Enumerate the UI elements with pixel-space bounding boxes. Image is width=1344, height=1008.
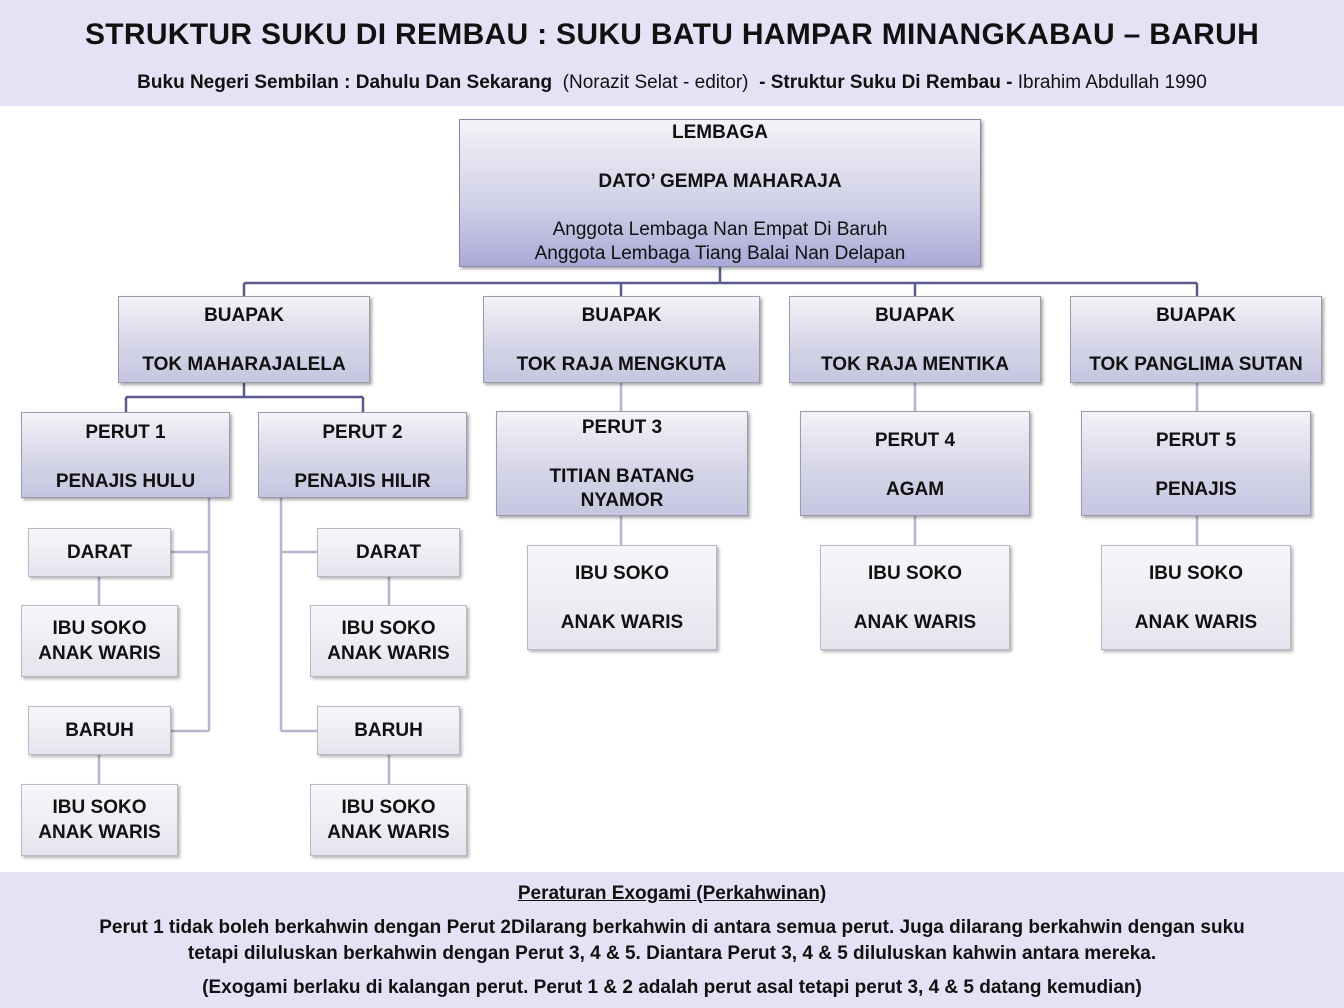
anak-waris-label: ANAK WARIS: [560, 611, 684, 633]
source-author: Ibrahim Abdullah 1990: [1017, 72, 1207, 93]
buapak-name: TOK RAJA MENTIKA: [821, 354, 1009, 375]
perut-box-5: [1081, 411, 1311, 516]
perut-name-line-1: TITIAN BATANG: [549, 466, 695, 487]
baruh-box-2: [317, 706, 460, 755]
ibu-soko-box-2a: [310, 605, 467, 677]
buapak-name: TOK PANGLIMA SUTAN: [1089, 354, 1303, 375]
ibu-soko-box-1a: [21, 605, 178, 677]
buapak-title: BUAPAK: [875, 305, 955, 326]
exogamy-rule-line-1: Perut 1 tidak boleh berkahwin dengan Perut 2Dilarang berkahwin di antara semua perut. Juga dilarang berkahwin dengan suku: [99, 917, 1245, 938]
perut-title: PERUT 3: [581, 417, 663, 438]
ibu-soko-box-1b: [21, 784, 178, 856]
source-citation: Buku Negeri Sembilan : Dahulu Dan Sekarang (Norazit Selat - editor) - Struktur Suku Di Rembau - Ibrahim Abdullah 1990: [137, 72, 1207, 93]
anak-waris-label: ANAK WARIS: [327, 643, 450, 664]
anak-waris-label: ANAK WARIS: [1134, 611, 1258, 633]
anak-waris-label: ANAK WARIS: [38, 643, 161, 664]
ibu-soko-label: IBU SOKO: [575, 562, 669, 584]
perut-title: PERUT 5: [1155, 430, 1237, 451]
source-editor: (Norazit Selat - editor): [562, 72, 749, 93]
buapak-title: BUAPAK: [581, 305, 662, 326]
buapak-box-3: [789, 296, 1041, 383]
buapak-box-2: [483, 296, 760, 383]
perut-title: PERUT 1: [85, 422, 166, 443]
ibu-soko-box-2b: [310, 784, 467, 856]
lembaga-line-1: Anggota Lembaga Nan Empat Di Baruh: [552, 219, 888, 240]
exogamy-rule-note: (Exogami berlaku di kalangan perut. Perut 1 & 2 adalah perut asal tetapi perut 3, 4 & 5 datang kemudian): [202, 977, 1142, 998]
perut-name: PENAJIS HILIR: [294, 471, 431, 492]
lembaga-name: DATO’ GEMPA MAHARAJA: [598, 170, 842, 192]
darat-box-1: [28, 528, 171, 577]
ibu-soko-box-4: [820, 545, 1010, 650]
perut-title: PERUT 4: [874, 430, 956, 451]
anak-waris-label: ANAK WARIS: [853, 611, 977, 633]
perut-name: AGAM: [885, 479, 945, 500]
perut-box-4: [800, 411, 1030, 516]
exogamy-rule-line-2: tetapi diluluskan berkahwin dengan Perut 3, 4 & 5. Diantara Perut 3, 4 & 5 diluluskan kahwin antara mereka.: [187, 943, 1157, 964]
source-chapter: Struktur Suku Di Rembau: [770, 72, 1001, 93]
perut-title: PERUT 2: [322, 422, 403, 443]
ibu-soko-label: IBU SOKO: [52, 618, 147, 639]
darat-box-2: [317, 528, 460, 577]
lembaga-line-2: Anggota Lembaga Tiang Balai Nan Delapan: [534, 243, 906, 264]
buapak-title: BUAPAK: [204, 305, 284, 326]
buapak-title: BUAPAK: [1156, 305, 1236, 326]
baruh-label: BARUH: [65, 720, 134, 741]
perut-name-line-2: NYAMOR: [580, 490, 664, 511]
baruh-box-1: [28, 706, 171, 755]
darat-label: DARAT: [355, 542, 422, 563]
ibu-soko-box-3: [527, 545, 717, 650]
perut-box-2: [258, 412, 467, 498]
darat-label: DARAT: [66, 542, 133, 563]
lembaga-title: LEMBAGA: [671, 122, 769, 143]
ibu-soko-label: IBU SOKO: [1149, 562, 1243, 584]
source-book: Buku Negeri Sembilan : Dahulu Dan Sekarang: [137, 72, 553, 93]
ibu-soko-label: IBU SOKO: [52, 797, 147, 818]
buapak-box-4: [1070, 296, 1322, 383]
perut-box-1: [21, 412, 230, 498]
ibu-soko-label: IBU SOKO: [341, 797, 436, 818]
page-title: STRUKTUR SUKU DI REMBAU : SUKU BATU HAMPAR MINANGKABAU – BARUH: [84, 18, 1260, 51]
ibu-soko-box-5: [1101, 545, 1291, 650]
ibu-soko-label: IBU SOKO: [341, 618, 436, 639]
lembaga-box: [459, 119, 981, 267]
perut-name: PENAJIS: [1155, 479, 1237, 500]
perut-name: PENAJIS HULU: [55, 471, 196, 492]
buapak-box-1: [118, 296, 370, 383]
anak-waris-label: ANAK WARIS: [38, 822, 161, 843]
anak-waris-label: ANAK WARIS: [327, 822, 450, 843]
exogamy-rules-title: Peraturan Exogami (Perkahwinan): [517, 883, 827, 904]
baruh-label: BARUH: [354, 720, 423, 741]
buapak-name: TOK MAHARAJALELA: [142, 354, 346, 375]
buapak-name: TOK RAJA MENGKUTA: [516, 354, 727, 375]
ibu-soko-label: IBU SOKO: [868, 562, 962, 584]
perut-box-3: [496, 411, 748, 516]
